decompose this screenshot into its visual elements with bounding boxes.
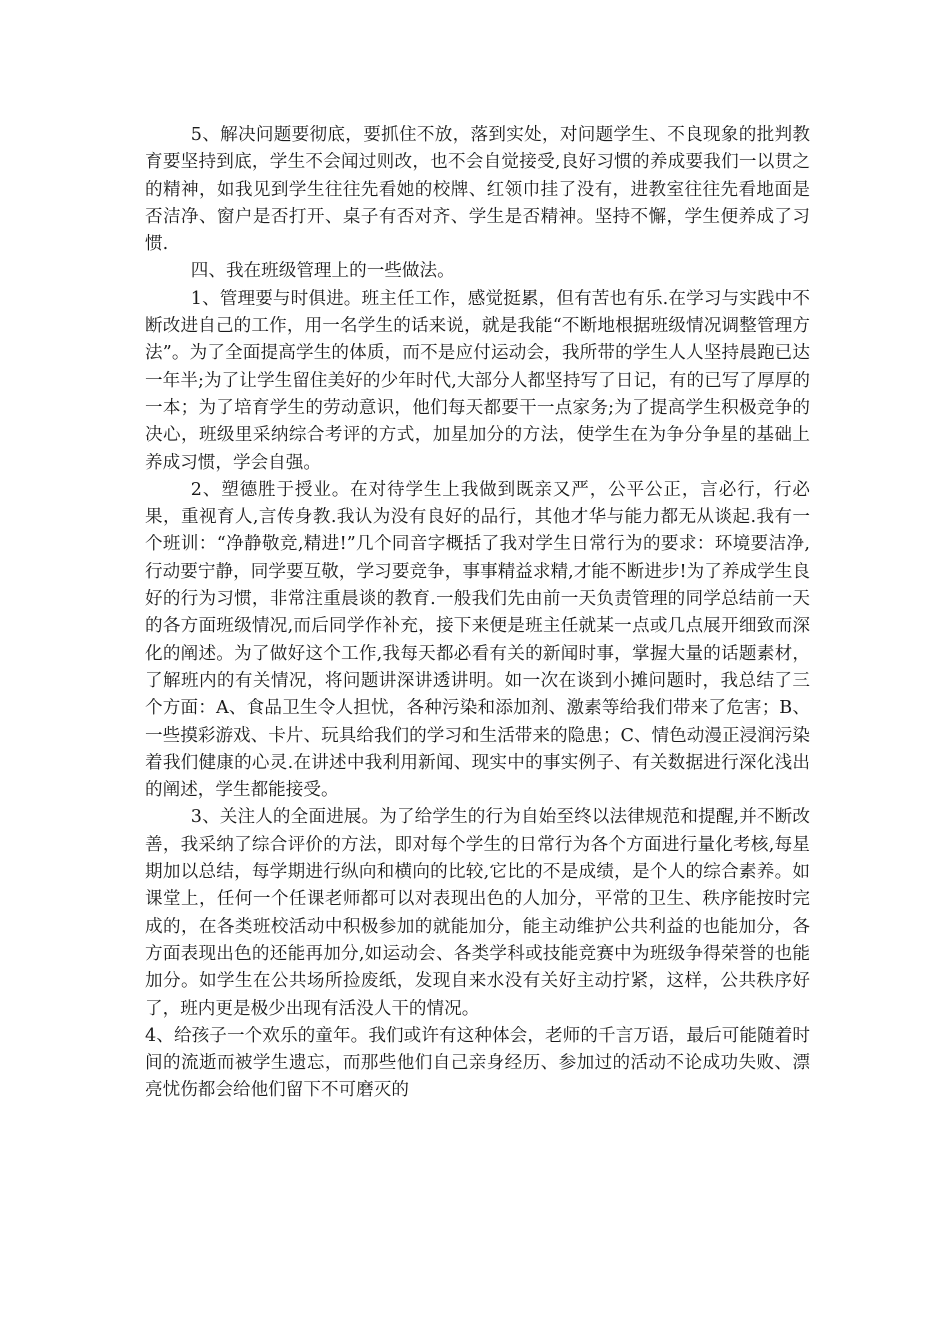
paragraph-item-4: 4、给孩子一个欢乐的童年。我们或许有这种体会，老师的千言万语，最后可能随着时间的流逝而被学生遗忘，而那些他们自己亲身经历、参加过的活动不论成功失败、漂亮忧伤都会给他们留下不可磨灭的 [145, 1025, 810, 1101]
paragraph-item-5: 5、解决问题要彻底，要抓住不放，落到实处，对问题学生、不良现象的批判教育要坚持到底，学生不会闻过则改，也不会自觉接受,良好习惯的养成要我们一以贯之的精神，如我见到学生往往先看她的校牌、红领巾挂了没有，进教室往往先看地面是否洁净、窗户是否打开、桌子有否对齐、学生是否精神。坚持不懈，学生便养成了习惯. [145, 125, 810, 255]
document-body [145, 122, 810, 1105]
paragraph-item-1: 1、管理要与时俱进。班主任工作，感觉挺累，但有苦也有乐.在学习与实践中不断改进自己的工作，用一名学生的话来说，就是我能“不断地根据班级情况调整管理方法”。为了全面提高学生的体质，而不是应付运动会，我所带的学生人人坚持晨跑已达一年半;为了让学生留住美好的少年时代,大部分人都坚持写了日记，有的已写了厚厚的一本；为了培育学生的劳动意识，他们每天都要干一点家务;为了提高学生积极竞争的决心，班级里采纳综合考评的方式，加星加分的方法，使学生在为争分争星的基础上养成习惯，学会自强。 [145, 288, 810, 473]
paragraph-item-2: 2、塑德胜于授业。在对待学生上我做到既亲又严，公平公正，言必行，行必果，重视育人,言传身教.我认为没有良好的品行，其他才华与能力都无从谈起.我有一个班训：“净静敬竞,精进!”几个同音字概括了我对学生日常行为的要求：环境要洁净,行动要宁静，同学要互敬，学习要竞争，事事精益求精,才能不断进步!为了养成学生良好的行为习惯，非常注重晨谈的教育.一般我们先由前一天负责管理的同学总结前一天的各方面班级情况,而后同学作补充，接下来便是班主任就某一点或几点展开细致而深化的阐述。为了做好这个工作,我每天都必看有关的新闻时事，掌握大量的话题素材，了解班内的有关情况，将问题讲深讲透讲明。如一次在谈到小摊问题时，我总结了三个方面：A、食品卫生令人担忧，各种污染和添加剂、激素等给我们带来了危害；B、一些摸彩游戏、卡片、玩具给我们的学习和生活带来的隐患；C、情色动漫正浸润污染着我们健康的心灵.在讲述中我利用新闻、现实中的事实例子、有关数据进行深化浅出的阐述，学生都能接受。 [145, 479, 810, 801]
section-heading-four: 四、我在班级管理上的一些做法。 [190, 261, 455, 282]
paragraph-item-3: 3、关注人的全面进展。为了给学生的行为自始至终以法律规范和提醒,并不断改善，我采纳了综合评价的方法，即对每个学生的日常行为各个方面进行量化考核,每星期加以总结，每学期进行纵向和横向的比较,它比的不是成绩，是个人的综合素养。如课堂上，任何一个任课老师都可以对表现出色的人加分，平常的卫生、秩序能按时完成的，在各类班校活动中积极参加的就能加分，能主动维护公共利益的也能加分，各方面表现出色的还能再加分,如运动会、各类学科或技能竞赛中为班级争得荣誉的也能加分。如学生在公共场所捡废纸，发现自来水没有关好主动拧紧，这样，公共秩序好了，班内更是极少出现有活没人干的情况。 [145, 807, 810, 1019]
